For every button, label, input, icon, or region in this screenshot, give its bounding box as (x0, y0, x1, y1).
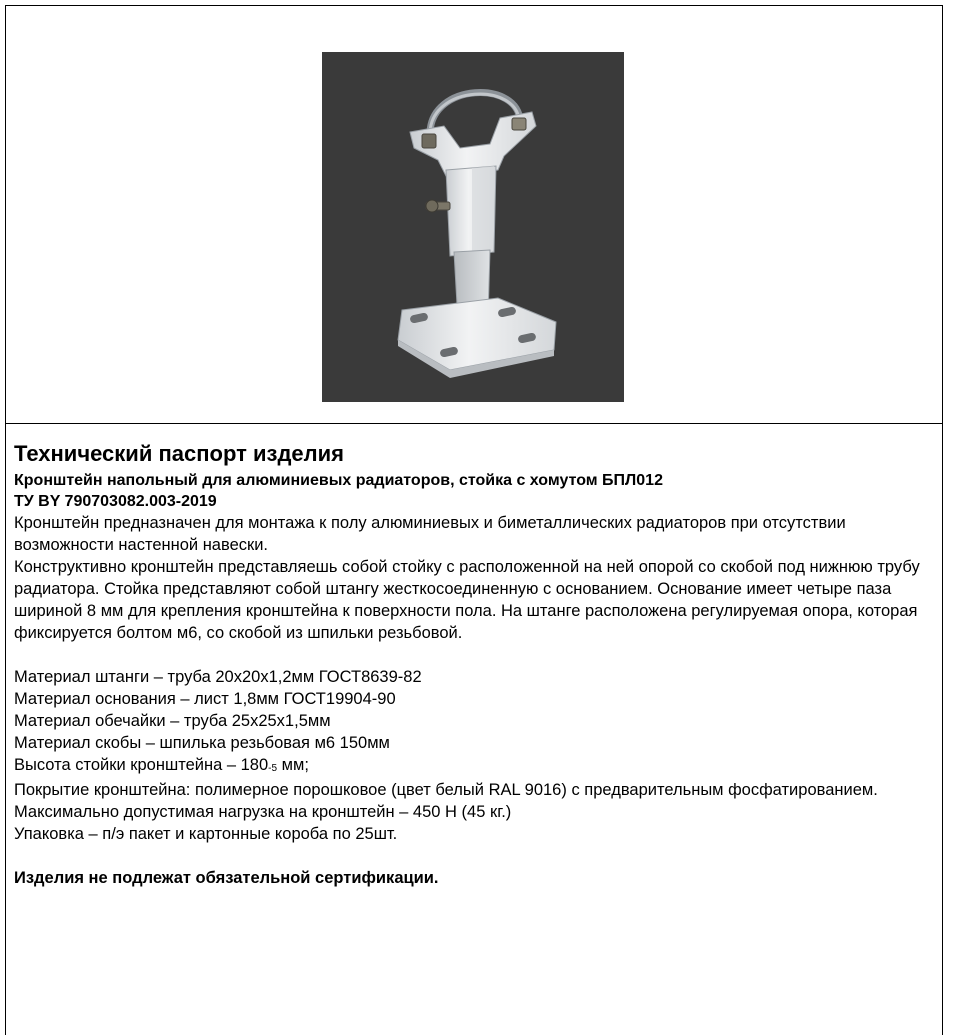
spec-height (14, 754, 934, 779)
passport-text (14, 432, 934, 889)
construction-paragraph: Конструктивно кронштейн представляешь собой стойку с расположенной на ней опорой со скобой под нижнюю трубу радиатора. Стойка представляют собой штангу жесткосоединенную с основанием. Основание имеет четыре паза шириной 8 мм для крепления кронштейна к поверхности пола. На штанге расположена регулируемая опора, которая фиксируется болтом м6, со скобой из шпильки резьбовой. (14, 558, 920, 642)
spec-height-prefix: Высота стойки кронштейна – 180 (14, 756, 269, 774)
spec-clamp-material: Материал скобы – шпилька резьбовая м6 150мм (14, 734, 390, 752)
document-title: Технический паспорт изделия (14, 441, 344, 466)
spacer (14, 644, 934, 666)
product-name: Кронштейн напольный для алюминиевых радиаторов, стойка с хомутом БПЛ012 (14, 472, 663, 489)
spec-max-load: Максимально допустимая нагрузка на кронштейн – 450 Н (45 кг.) (14, 803, 512, 821)
spec-coating: Покрытие кронштейна: полимерное порошковое (цвет белый RAL 9016) с предварительным фосфатированием. (14, 781, 878, 799)
spacer (14, 845, 934, 867)
standard-code: ТУ BY 790703082.003-2019 (14, 493, 217, 510)
spec-base-material: Материал основания – лист 1,8мм ГОСТ19904-90 (14, 690, 396, 708)
passport-frame (5, 5, 943, 1035)
purpose-paragraph: Кронштейн предназначен для монтажа к полу алюминиевых и биметаллических радиаторов при отсутствии возможности настенной навески. (14, 514, 846, 554)
product-photo (322, 52, 624, 402)
certification-note: Изделия не подлежат обязательной сертификации. (14, 869, 439, 887)
spec-height-suffix: мм; (277, 756, 309, 774)
spec-packaging: Упаковка – п/э пакет и картонные короба по 25шт. (14, 825, 398, 843)
radiator-floor-bracket-photo-icon (322, 52, 624, 402)
spec-height-tolerance: -5 (268, 763, 278, 774)
photo-cell (6, 6, 942, 424)
spec-shell-material: Материал обечайки – труба 25х25х1,5мм (14, 712, 331, 730)
spec-rod-material: Материал штанги – труба 20х20х1,2мм ГОСТ8639-82 (14, 668, 422, 686)
